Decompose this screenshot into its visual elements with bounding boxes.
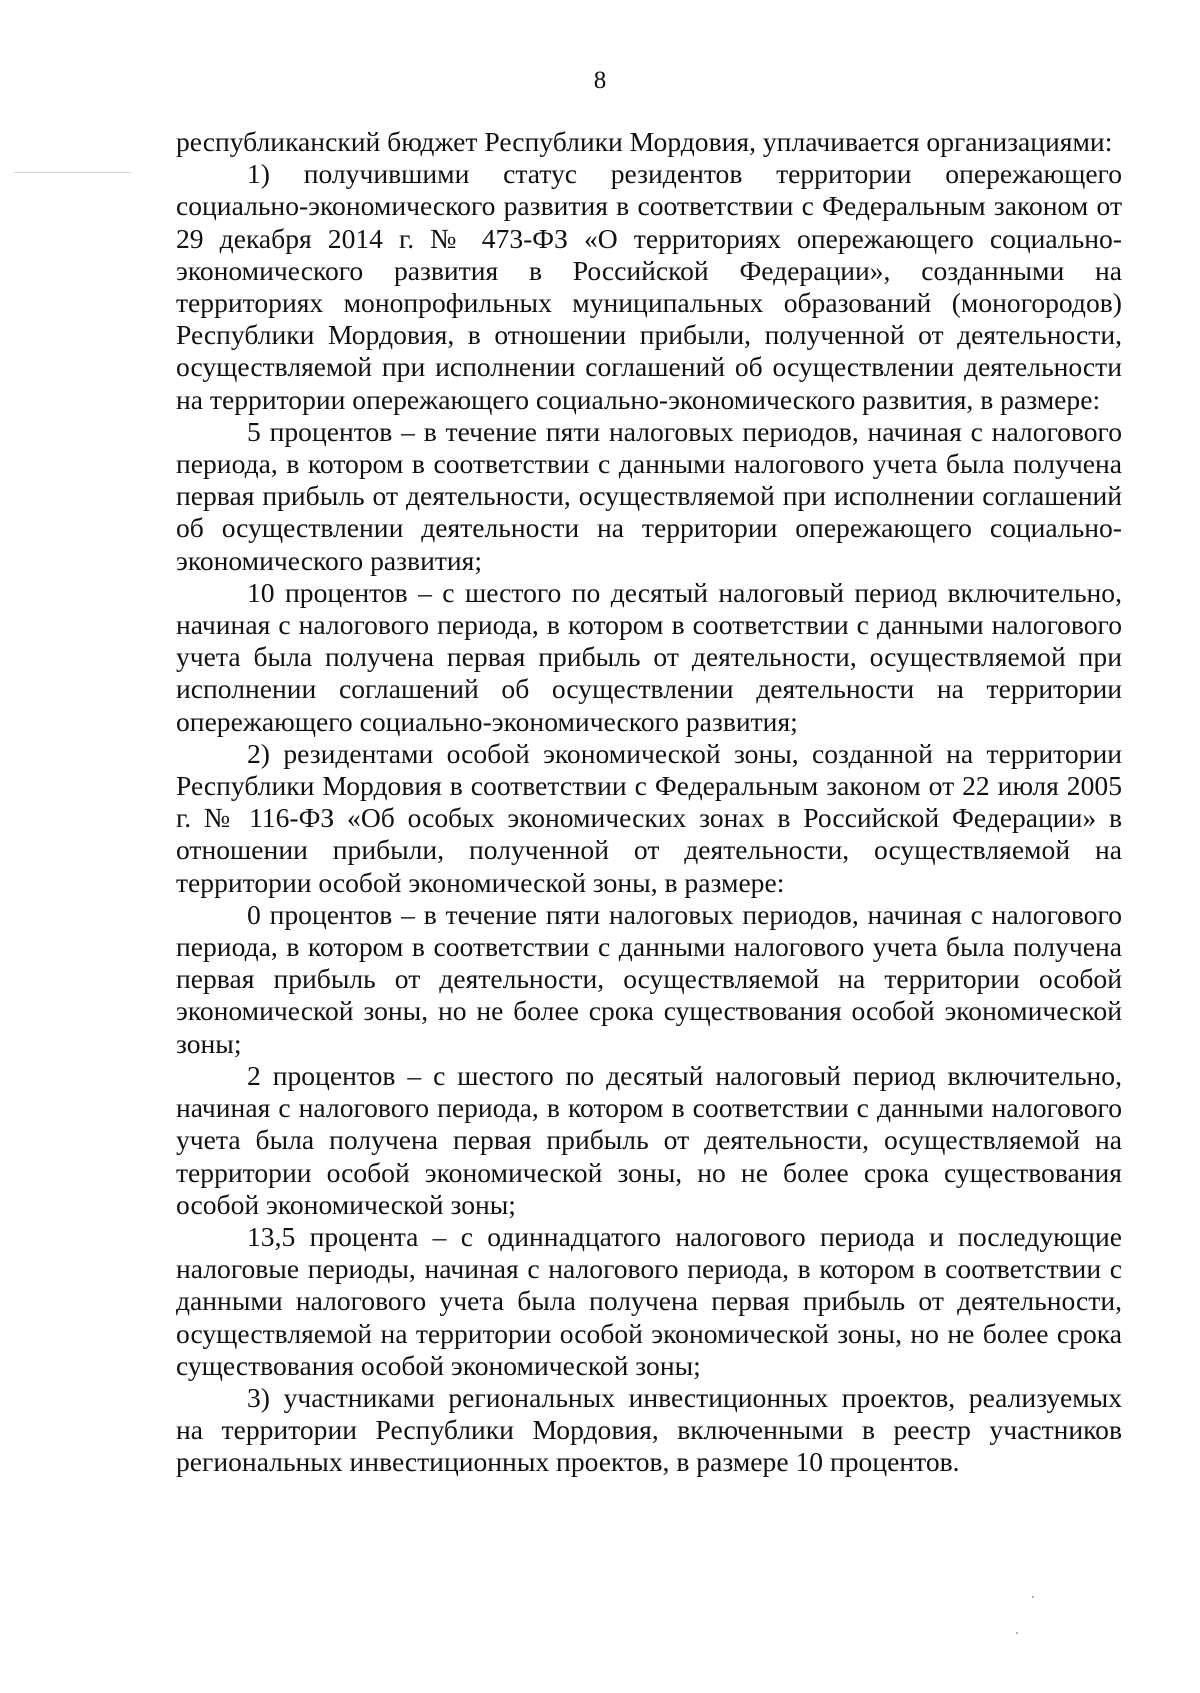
paragraph-item-1: 1) получившими статус резидентов территории опережающего социально-экономического развития в соответствии с Федеральным законом от 29 декабря 2014 г. № 473-ФЗ «О территориях опережающего социально-экономического развития в Российской Федерации», созданными на территориях монопрофильных муниципальных образований (моногородов) Республики Мордовия, в отношении прибыли, полученной от деятельности, осуществляемой при исполнении соглашений об осуществлении деятельности на территории опережающего социально-экономического развития, в размере: [176, 158, 1122, 415]
paragraph-intro: республиканский бюджет Республики Мордовия, уплачивается организациями: [176, 126, 1113, 157]
paragraph-rate-2: 2 процентов – с шестого по десятый налоговый период включительно, начиная с налогового периода, в котором в соответствии с данными налогового учета была получена первая прибыль от деятельности, осуществляемой на территории особой экономической зоны, но не более срока существования особой экономической зоны; [176, 1059, 1122, 1220]
paragraph-item-2: 2) резидентами особой экономической зоны, созданной на территории Республики Мордовия в соответствии с Федеральным законом от 22 июля 2005 г. № 116-ФЗ «Об особых экономических зонах в Российской Федерации» в отношении прибыли, полученной от деятельности, осуществляемой на территории особой экономической зоны, в размере: [176, 737, 1122, 898]
scan-artifact-dot [1016, 1632, 1018, 1634]
paragraph-rate-5: 5 процентов – в течение пяти налоговых периодов, начиная с налогового периода, в котором в соответствии с данными налогового учета была получена первая прибыль от деятельности, осуществляемой при исполнении соглашений об осуществлении деятельности на территории опережающего социально-экономического развития; [176, 415, 1122, 576]
scan-artifact-line [14, 172, 132, 173]
paragraph-item-3: 3) участниками региональных инвестиционных проектов, реализуемых на территории Республики Мордовия, включенными в реестр участников региональных инвестиционных проектов, в размере 10 процентов. [176, 1381, 1122, 1478]
document-body [176, 126, 1122, 1479]
scan-artifact-dot [1032, 1596, 1034, 1598]
paragraph-rate-0: 0 процентов – в течение пяти налоговых периодов, начиная с налогового периода, в котором в соответствии с данными налогового учета была получена первая прибыль от деятельности, осуществляемой на территории особой экономической зоны, но не более срока существования особой экономической зоны; [176, 898, 1122, 1059]
paragraph-rate-10: 10 процентов – с шестого по десятый налоговый период включительно, начиная с налогового периода, в котором в соответствии с данными налогового учета была получена первая прибыль от деятельности, осуществляемой при исполнении соглашений об осуществлении деятельности на территории опережающего социально-экономического развития; [176, 576, 1122, 737]
page-number: 8 [593, 67, 607, 94]
paragraph-rate-13-5: 13,5 процента – с одиннадцатого налогового периода и последующие налоговые периоды, начиная с налогового периода, в котором в соответствии с данными налогового учета была получена первая прибыль от деятельности, осуществляемой на территории особой экономической зоны, но не более срока существования особой экономической зоны; [176, 1220, 1122, 1381]
